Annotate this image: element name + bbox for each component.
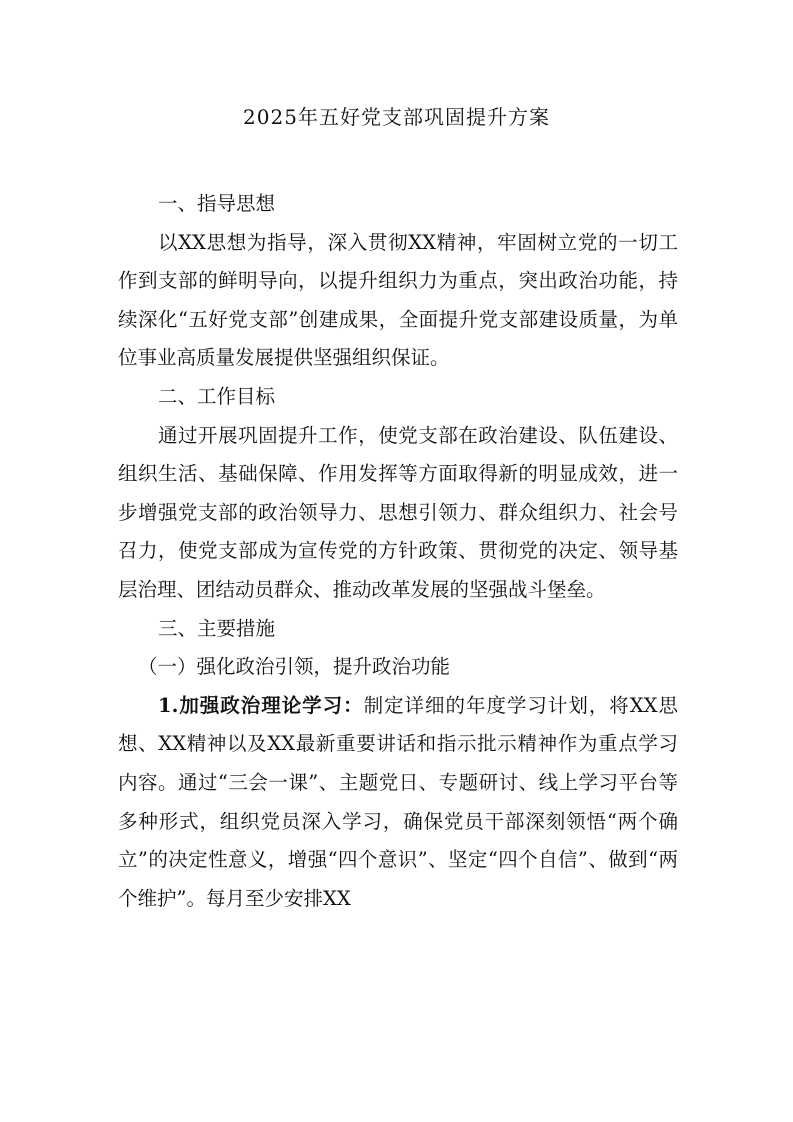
measure-item-1: [118, 687, 678, 919]
subsection-heading-political-leadership: （一）强化政治引领，提升政治功能: [138, 655, 451, 679]
section-paragraph-work-goals: 通过开展巩固提升工作，使党支部在政治建设、队伍建设、组织生活、基础保障、作用发挥等方面取得新的明显成效，进一步增强党支部的政治领导力、思想引领力、群众组织力、社会号召力，使党支部成为宣传党的方针政策、贯彻党的决定、领导基层治理、团结动员群众、推动改革发展的坚强战斗堡垒。: [118, 423, 678, 601]
section-paragraph-guiding-ideology: 以XX思想为指导，深入贯彻XX精神，牢固树立党的一切工作到支部的鲜明导向，以提升组织力为重点，突出政治功能，持续深化“五好党支部”创建成果，全面提升党支部建设质量，为单位事业高质量发展提供坚强组织保证。: [118, 230, 678, 370]
document-body: [118, 185, 678, 918]
measure-item-text: 制定详细的年度学习计划，将XX思想、XX精神以及XX最新重要讲话和指示批示精神作为重点学习内容。通过“三会一课”、主题党日、专题研讨、线上学习平台等多种形式，组织党员深入学习，确保党员干部深刻领悟“两个确立”的决定性意义，增强“四个意识”、坚定“四个自信”、做到“两个维护”。每月至少安排XX: [118, 693, 679, 910]
section-heading-work-goals: 二、工作目标: [158, 384, 276, 408]
section-heading-guiding-ideology: 一、指导思想: [158, 192, 276, 215]
section-heading-main-measures: 三、主要措施: [158, 616, 276, 640]
measure-item-label: 1.加强政治理论学习：: [158, 693, 364, 717]
document-title: 2025年五好党支部巩固提升方案: [243, 105, 550, 129]
